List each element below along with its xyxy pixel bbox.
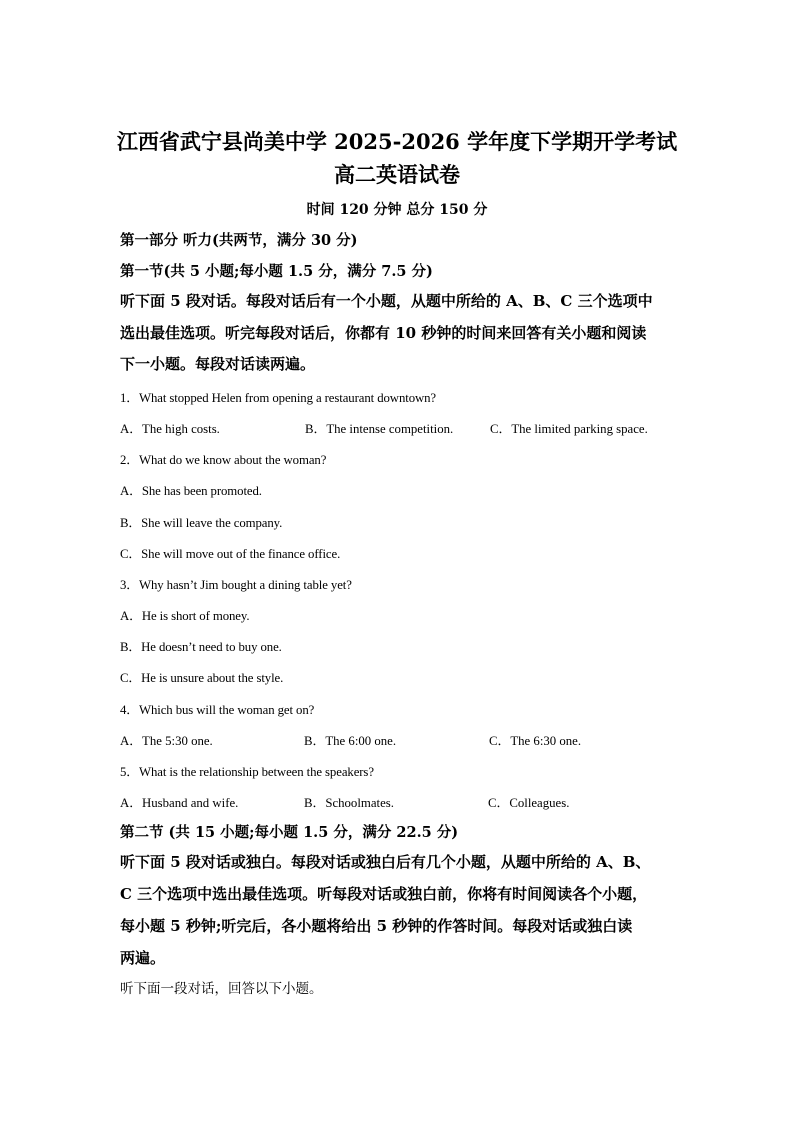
instruction-line: 两遍。 <box>120 949 166 967</box>
exam-time-score: 时间 120 分钟 总分 150 分 <box>306 202 488 218</box>
option-c: C．She will move out of the finance office. <box>120 547 341 561</box>
section2-heading: 第二节 (共 15 小题;每小题 1.5 分，满分 22.5 分) <box>120 824 459 841</box>
exam-title: 江西省武宁县尚美中学 2025-2026 学年度下学期开学考试 <box>116 129 678 154</box>
instruction-line: 听下面 5 段对话或独白。每段对话或独白后有几个小题，从题中所给的 A、B、 <box>120 853 651 871</box>
option-c: C．The limited parking space. <box>490 422 648 436</box>
instruction-line: 选出最佳选项。听完每段对话后，你都有 10 秒钟的时间来回答有关小题和阅读 <box>120 323 647 342</box>
option-b: B．The intense competition. <box>305 422 454 436</box>
option-a: A．She has been promoted. <box>120 484 262 498</box>
option-a: A．He is short of money. <box>120 609 250 623</box>
question-4-stem: 4．Which bus will the woman get on? <box>120 703 315 717</box>
option-a: A．Husband and wife. <box>120 796 239 810</box>
question-5-stem: 5．What is the relationship between the speakers? <box>120 765 374 779</box>
section2-instructions <box>120 846 680 974</box>
option-c: C．The 6:30 one. <box>489 734 582 748</box>
option-c: C．He is unsure about the style. <box>120 671 284 685</box>
dialogue-note: 听下面一段对话，回答以下小题。 <box>120 981 323 997</box>
question-1-stem: 1．What stopped Helen from opening a restaurant downtown? <box>120 391 437 405</box>
question-3-stem: 3．Why hasn’t Jim bought a dining table yet? <box>120 578 352 592</box>
part1-heading: 第一部分 听力(共两节，满分 30 分) <box>120 232 358 249</box>
option-a: A．The high costs. <box>120 422 220 436</box>
option-b: B．The 6:00 one. <box>304 734 397 748</box>
option-b: B．Schoolmates. <box>304 796 394 810</box>
option-a: A．The 5:30 one. <box>120 734 213 748</box>
instruction-line: 听下面 5 段对话。每段对话后有一个小题，从题中所给的 A、B、C 三个选项中 <box>120 292 653 310</box>
instruction-line: C 三个选项中选出最佳选项。听每段对话或独白前，你将有时间阅读各个小题， <box>120 885 648 903</box>
option-c: C．Colleagues. <box>488 796 570 810</box>
option-b: B．He doesn’t need to buy one. <box>120 640 282 654</box>
exam-subtitle: 高二英语试卷 <box>334 162 460 187</box>
instruction-line: 每小题 5 秒钟;听完后，各小题将给出 5 秒钟的作答时间。每段对话或独白读 <box>120 917 633 935</box>
question-2-stem: 2．What do we know about the woman? <box>120 453 327 467</box>
section1-instructions <box>120 286 680 381</box>
option-b: B．She will leave the company. <box>120 516 283 530</box>
instruction-line: 下一小题。每段对话读两遍。 <box>120 355 316 373</box>
section1-heading: 第一节(共 5 小题;每小题 1.5 分，满分 7.5 分) <box>120 263 433 280</box>
